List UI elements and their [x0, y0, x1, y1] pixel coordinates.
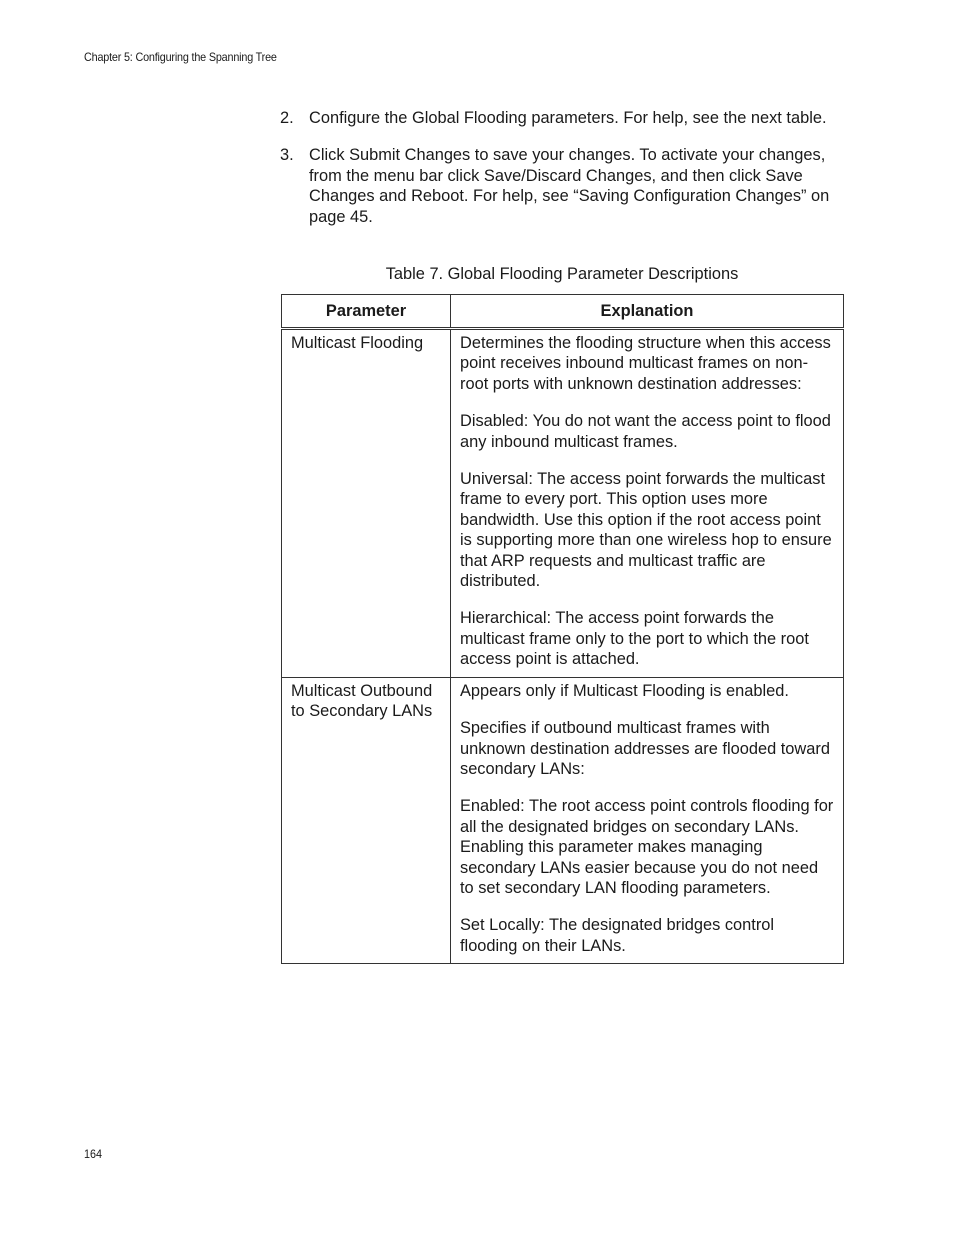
running-header: Chapter 5: Configuring the Spanning Tree: [84, 50, 277, 64]
explanation-paragraph: Disabled: You do not want the access point to flood any inbound multicast frames.: [460, 412, 831, 451]
step-text: Click Submit Changes to save your changes. To activate your changes, from the menu bar click Save/Discard Changes, and then click Save Changes and Reboot. For help, see “Saving Configuration Changes” on page 45.: [309, 146, 830, 226]
table-row: [282, 329, 844, 678]
column-header-explanation: Explanation: [451, 295, 844, 329]
explanation-paragraph: Set Locally: The designated bridges control flooding on their LANs.: [460, 916, 775, 955]
step-2: [280, 108, 840, 128]
page-number: 164: [84, 1147, 103, 1161]
instruction-steps: [280, 108, 840, 244]
column-header-parameter: Parameter: [282, 295, 451, 329]
explanation-paragraph: Appears only if Multicast Flooding is enabled.: [460, 681, 789, 700]
explanation-paragraph: Determines the flooding structure when this access point receives inbound multicast frames on non-root ports with unknown destination addresses:: [460, 334, 831, 393]
step-3: [280, 145, 840, 227]
parameter-table: [281, 294, 844, 964]
explanation-paragraph: Universal: The access point forwards the multicast frame to every port. This option uses more bandwidth. Use this option if the root access point is supporting more than one wireless hop to ensure that ARP requests and multicast traffic are distributed.: [460, 470, 832, 591]
step-text: Configure the Global Flooding parameters. For help, see the next table.: [309, 109, 827, 127]
explanation-cell: [451, 677, 844, 963]
table-caption: Table 7. Global Flooding Parameter Descriptions: [385, 265, 739, 283]
step-number: 2.: [280, 109, 294, 127]
step-number: 3.: [280, 146, 294, 165]
explanation-paragraph: Specifies if outbound multicast frames with unknown destination addresses are flooded toward secondary LANs:: [460, 719, 830, 778]
table-row: [282, 677, 844, 963]
explanation-paragraph: Enabled: The root access point controls flooding for all the designated bridges on secondary LANs. Enabling this parameter makes managing secondary LANs easier because you do not need to set secondary LAN flooding parameters.: [460, 797, 834, 897]
parameter-cell: Multicast Flooding: [282, 329, 451, 678]
parameter-cell: Multicast Outbound to Secondary LANs: [282, 677, 451, 963]
explanation-cell: [451, 329, 844, 678]
table-header-row: [282, 295, 844, 329]
explanation-paragraph: Hierarchical: The access point forwards the multicast frame only to the port to which the root access point is attached.: [460, 609, 809, 669]
